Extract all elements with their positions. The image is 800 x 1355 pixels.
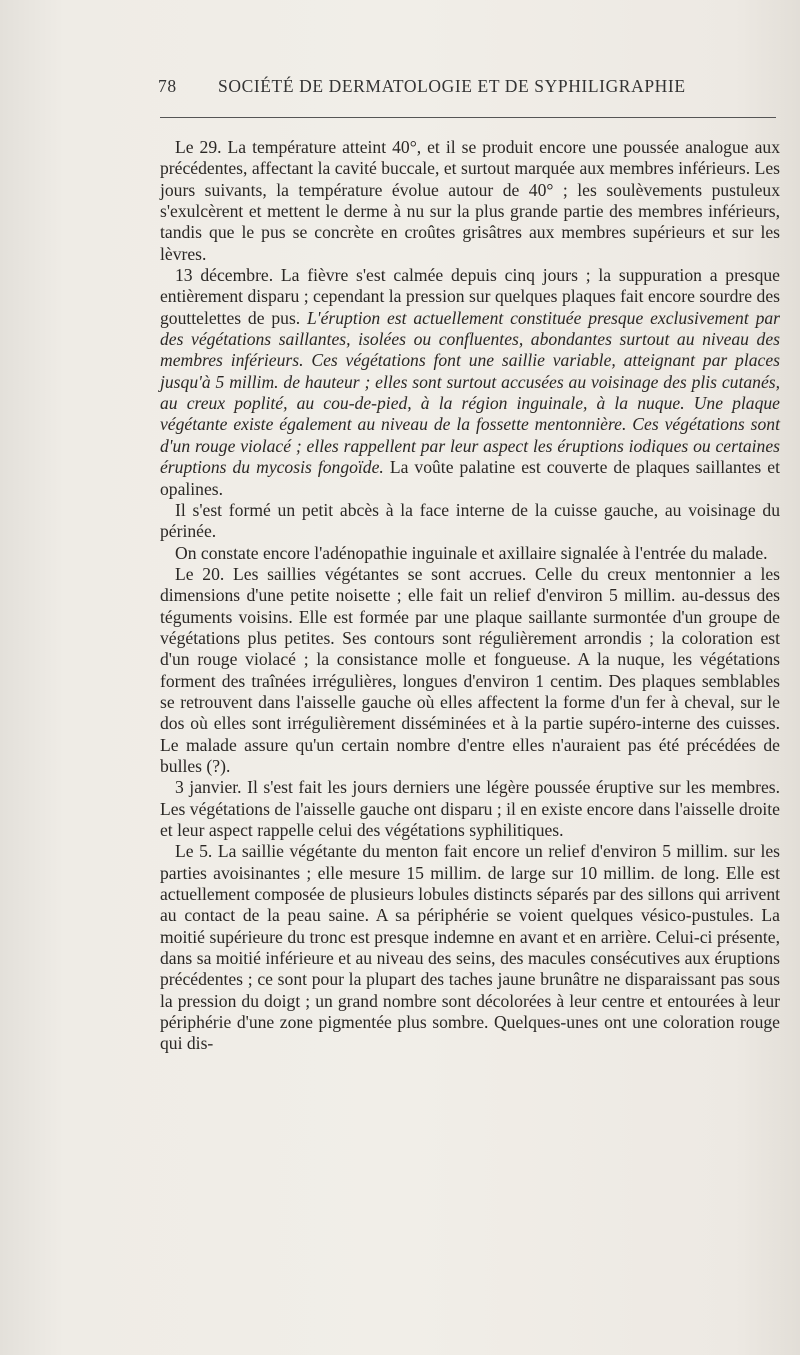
running-title: SOCIÉTÉ DE DERMATOLOGIE ET DE SYPHILIGRAPHIE <box>218 76 686 96</box>
text-run: 13 décembre. La fièvre s'est calmée depuis cinq jours ; la suppuration a presque entièrement disparu ; cependant la pression sur quelques plaques fait encore sourdre des gouttelettes de pus. <box>160 265 780 328</box>
text-run: Le 5. La saillie végétante du menton fait encore un relief d'environ 5 millim. sur les parties avoisinantes ; elle mesure 15 millim. de large sur 10 millim. de long. Elle est actuellement composée de plusieurs lobules distincts séparés par des sillons qui arrivent au contact de la peau saine. A sa périphérie se voient quelques vésico-pustules. La moitié supérieure du tronc est presque indemne en avant et en arrière. Celui-ci présente, dans sa moitié inférieure et au niveau des seins, des macules consécutives aux éruptions précédentes ; ce sont pour la plupart des taches jaune brunâtre ne disparaissant pas sous la pression du doigt ; un grand nombre sont décolorées à leur centre et entourées à leur périphérie d'une zone pigmentée plus sombre. Quelques-unes ont une coloration rouge qui dis- <box>160 841 780 1054</box>
text-run: Le 20. Les saillies végétantes se sont accrues. Celle du creux mentonnier a les dimensions d'une petite noisette ; elle fait un relief d'environ 5 millim. au-dessus des téguments voisins. Elle est formée par une plaque saillante surmontée d'un groupe de végétations plus petites. Ses contours sont régulièrement arrondis ; la coloration est d'un rouge violacé ; la consistance molle et fongueuse. A la nuque, les végétations forment des traînées irrégulières, longues d'environ 1 centim. Des plaques semblables se retrouvent dans l'aisselle gauche où elles affectent la forme d'un fer à cheval, sur le dos où elles sont irrégulièrement disséminées et à la partie supéro-interne des cuisses. Le malade assure qu'un certain nombre d'entre elles n'auraient pas été précédées de bulles (?). <box>160 563 780 776</box>
body-text <box>160 137 780 1055</box>
paragraph <box>160 841 780 1054</box>
paragraph <box>160 137 780 265</box>
text-run: On constate encore l'adénopathie inguinale et axillaire signalée à l'entrée du malade. <box>175 542 768 563</box>
page-number: 78 <box>158 76 177 96</box>
running-header <box>158 76 780 104</box>
paragraph <box>160 564 780 777</box>
text-run: Le 29. La température atteint 40°, et il se produit encore une poussée analogue aux précédentes, affectant la cavité buccale, et surtout marquée aux membres inférieurs. Les jours suivants, la température évolue autour de 40° ; les soulèvements pustuleux s'exulcèrent et mettent le derme à nu sur la plus grande partie des membres inférieurs, tandis que le pus se concrète en croûtes grisâtres aux membres supérieurs et sur les lèvres. <box>160 137 780 264</box>
text-run: 3 janvier. Il s'est fait les jours derniers une légère poussée éruptive sur les membres. Les végétations de l'aisselle gauche ont disparu ; il en existe encore dans l'aisselle droite et leur aspect rappelle celui des végétations syphilitiques. <box>160 777 780 840</box>
text-run: Il s'est formé un petit abcès à la face interne de la cuisse gauche, au voisinage du périnée. <box>160 499 780 542</box>
text-run: La voûte palatine est couverte de plaques saillantes et opalines. <box>160 457 780 499</box>
paragraph <box>160 543 780 564</box>
header-rule <box>160 117 776 118</box>
italic-run: L'éruption est actuellement constituée presque exclusivement par des végétations saillantes, isolées ou confluentes, abondantes surtout au niveau des membres inférieurs. Ces végétations font une saillie variable, atteignant par places jusqu'à 5 millim. de hauteur ; elles sont surtout accusées au voisinage des plis cutanés, au creux poplité, au cou-de-pied, à la région inguinale, à la nuque. Une plaque végétante existe également au niveau de la fossette mentonnière. Ces végétations sont d'un rouge violacé ; elles rappellent par leur aspect les éruptions iodiques ou certaines éruptions du mycosis fongoïde. <box>160 307 781 478</box>
paragraph <box>160 500 780 543</box>
paragraph <box>160 265 780 500</box>
paragraph <box>160 777 780 841</box>
